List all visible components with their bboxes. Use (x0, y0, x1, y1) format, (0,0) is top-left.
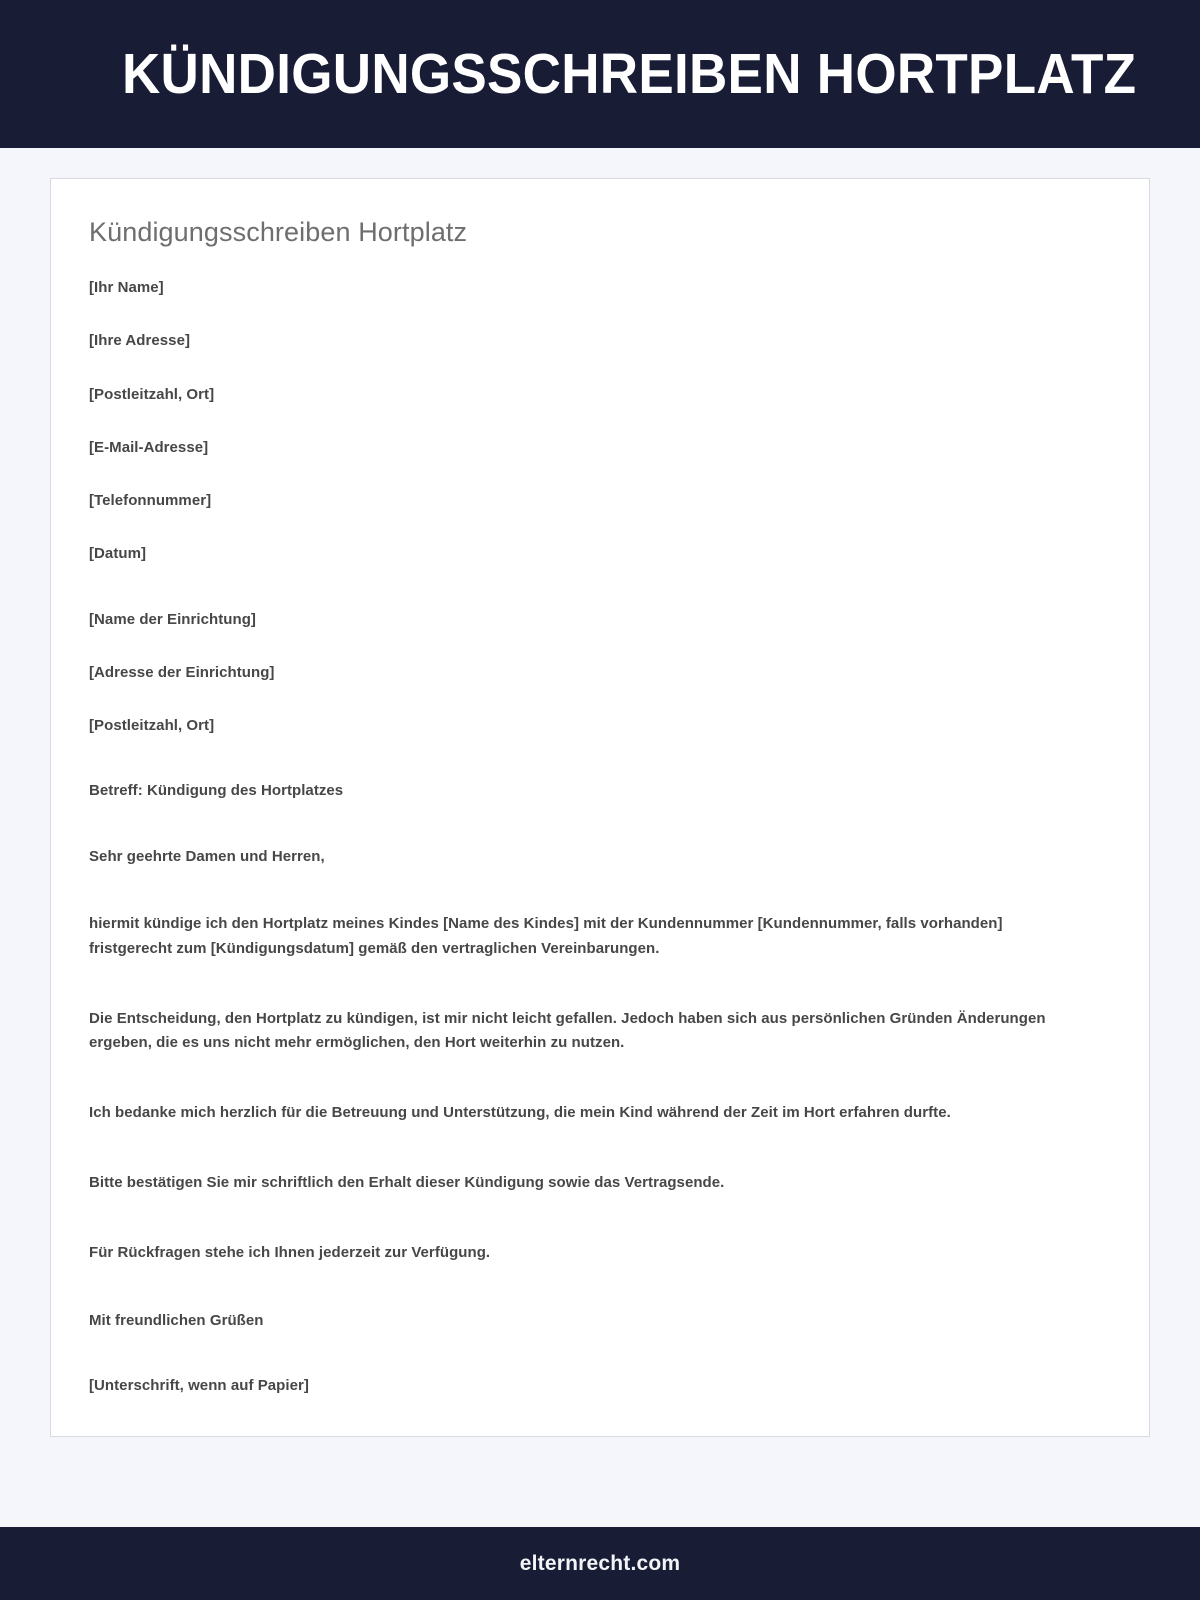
sender-line: [Telefonnummer] (89, 492, 212, 509)
banner-title: KÜNDIGUNGSSCHREIBEN HORTPLATZ (122, 41, 1137, 106)
salutation: Sehr geehrte Damen und Herren, (89, 847, 325, 865)
spacer (89, 1126, 1111, 1171)
body-paragraph: Ich bedanke mich herzlich für die Betreuung und Unterstützung, die mein Kind während der Zeit im Hort erfahren durfte. (89, 1104, 951, 1122)
document-title: Kündigungsschreiben Hortplatz (89, 217, 468, 247)
spacer (89, 298, 1111, 331)
sender-line: [E-Mail-Adresse] (89, 438, 209, 456)
spacer (89, 511, 1111, 544)
document-card (50, 178, 1150, 1437)
spacer (89, 630, 1111, 663)
recipient-line: [Name der Einrichtung] (89, 610, 256, 628)
recipient-line: [Adresse der Einrichtung] (89, 663, 275, 681)
sender-line: [Ihre Adresse] (89, 332, 191, 350)
spacer (89, 458, 1111, 491)
spacer (89, 1056, 1111, 1101)
spacer (89, 736, 1111, 781)
spacer (89, 352, 1111, 385)
recipient-line: [Postleitzahl, Ort] (89, 717, 215, 734)
subject-line: Betreff: Kündigung des Hortplatzes (89, 782, 344, 800)
signature-placeholder: [Unterschrift, wenn auf Papier] (89, 1377, 309, 1395)
sender-block (89, 278, 1111, 565)
spacer (89, 867, 1111, 912)
spacer (89, 1331, 1111, 1376)
body-paragraph: Bitte bestätigen Sie mir schriftlich den Erhalt dieser Kündigung sowie das Vertragsende. (89, 1174, 725, 1192)
site-name: elternrecht.com (519, 1551, 681, 1575)
spacer (89, 405, 1111, 438)
page-footer (0, 1527, 1200, 1600)
spacer (89, 1266, 1111, 1311)
recipient-block (89, 610, 1111, 737)
spacer (89, 565, 1111, 610)
closing-line: Mit freundlichen Grüßen (89, 1311, 264, 1329)
body-paragraph: hiermit kündige ich den Hortplatz meines Kindes [Name des Kindes] mit der Kundennummer [Kundennummer, falls vorhanden] fristgerecht zum [Kündigungsdatum] gemäß den vertraglichen Vereinbarungen. (89, 914, 1003, 957)
document-body (51, 179, 1149, 1396)
body-paragraph: Die Entscheidung, den Hortplatz zu kündigen, ist mir nicht leicht gefallen. Jedoch haben sich aus persönlichen Gründen Änderungen ergeben, die es uns nicht mehr ermöglichen, den Hort weiterhin zu nutzen. (89, 1009, 1046, 1052)
page-banner (0, 0, 1200, 148)
sender-line: [Postleitzahl, Ort] (89, 385, 215, 403)
spacer (89, 683, 1111, 716)
body-paragraph: Für Rückfragen stehe ich Ihnen jederzeit zur Verfügung. (89, 1244, 491, 1262)
spacer (89, 1196, 1111, 1241)
spacer (89, 962, 1111, 1007)
sender-line: [Ihr Name] (89, 279, 164, 296)
sender-line: [Datum] (89, 545, 147, 563)
spacer (89, 802, 1111, 847)
